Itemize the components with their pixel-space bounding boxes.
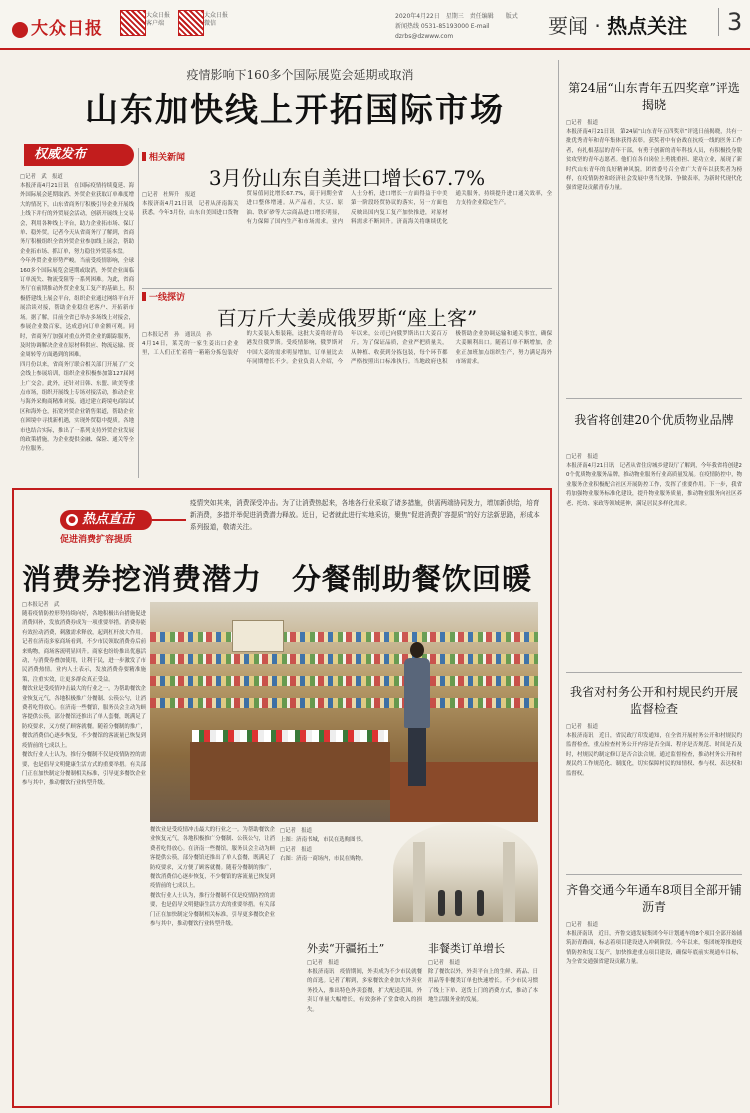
import-article: □记者 杜辉升 报道 本报济南4月21日讯 记者从济南海关获悉，今年3月份，山东自美国进口货物贸易值同比增长67.7%，高于同期全省进口整体增速。从产品看，大豆、原油、铁矿砂等大宗商品进口增长明显，有力保障了国内生产和市场需求。业内人士分析，进口增长一方面得益于中美第一阶段经贸协议的落实，另一方面也反映出国内复工复产加快推进，对原材料需求不断回升。济南海关将继续优化通关服务，持续提升进口通关效率，全力支持企业稳定生产。 bbox=[142, 191, 552, 226]
non-food-orders-headline: 非餐类订单增长 bbox=[428, 942, 505, 955]
mall-photo bbox=[393, 822, 538, 922]
series-intro: 疫情突如其来，消费深受冲击。为了让消费热起来，各地各行业采取了诸多措施，供需两端协同发力，增加新供给，培育新消费，多措并举促进消费潜力释放。近日，记者就此进行实地采访，聚焦“促进消费扩容提质”的好方法新思路，形成本系列报道，敬请关注。 bbox=[190, 499, 540, 531]
right-column-divider bbox=[558, 60, 559, 1105]
section-title: 要闻 · 热点关注 bbox=[548, 14, 688, 38]
lead-title: 山东加快线上开拓国际市场 bbox=[85, 90, 505, 129]
voucher-headline: 消费券挖消费潜力 分餐制助餐饮回暖 bbox=[22, 562, 533, 596]
newspaper-logo: 大众日报 bbox=[12, 14, 103, 39]
voucher-article-column: □本报记者 武 随着疫情防控形势持续向好，各地积极出台措施促进消费回补，发放消费券成为一项重要举措。消费券能有效拉动消费，刺激需求释放，起到杠杆放大作用。记者在济南多家商场看到，不少市民领取消费券后前来购物，商场客流明显回升。商家也纷纷推出优惠活动，与消费券叠加使用，让利于民，进一步激发了市民消费热情。业内人士表示，发放消费券要精准施策，注重实效，让更多群众真正受益。 餐饮业是受疫情冲击最大的行业之一。为帮助餐饮企业恢复元气，各地积极推广分餐制、公筷公勺，让消费者吃得放心。在济南一些餐馆，服务员会主动为顾客提供公筷，部分餐馆还推出了单人套餐，既满足了防疫要求，又方便了顾客就餐。随着分餐制的推广，餐饮消费信心逐步恢复，不少餐馆的客流量已恢复到疫情前的七成以上。 餐饮行业人士认为，推行分餐制不仅是疫情防控的需要，也是倡导文明健康生活方式的重要举措。有关部门正在加快制定分餐制相关标准，引导更多餐饮企业参与其中，推动餐饮行业转型升级。 bbox=[22, 602, 146, 787]
badge-rule bbox=[152, 519, 186, 521]
hot-spot-badge: ● 热点直击 bbox=[60, 510, 152, 530]
section-divider bbox=[142, 288, 552, 289]
takeout-headline: 外卖“开疆拓土” bbox=[307, 942, 385, 955]
takeout-article: □记者 报道 本报济南讯 疫情期间，外卖成为不少市民就餐的首选。记者了解到，多家餐饮企业加大外卖业务投入，推出特色外卖套餐，扩大配送范围，外卖订单量大幅增长，有效弥补了堂食收入的损失。 bbox=[307, 960, 422, 1013]
lead-column: □记者 武 报道 本报济南4月21日讯 在国际疫情持续蔓延、海外国际展会延期取消、外贸企业获取订单难度增大的情况下，山东省商务厅积极引导企业开展线上线下并行的外贸展会活动，创新开展线上交易会，利用各种线上平台，助力企业拓市场、保订单、稳外贸。记者今天从省商务厅了解到，省商务厅积极组织全省外贸企业参加线上展会，帮助企业拓市场、抓订单，努力稳住外贸基本盘。 今年外贸企业形势严峻。当前受疫情影响，全球160多个国际展览会延期或取消，外贸企业面临订单流失、物流受阻等一系列困难。为此，省商务厅在前期推动外贸企业复工复产的基础上，积极搭建线上展会平台，组织企业通过网络平台开展洽谈对接，帮助企业稳住老客户、开拓新市场。据了解，目前全省已举办多场线上对接会，参展企业数百家，达成意向订单金额可观。同时，省商务厅加强对重点外贸企业的跟踪服务，及时协调解决企业在原材料供应、物流运输、资金周转等方面遇到的困难。 四月份以来，省商务厅联合相关部门开展了广交会线上参展培训，组织企业积极参加第127届网上广交会。此外，还针对日韩、东盟、欧美等重点市场，组织开展线上专场对接活动，推动企业与海外采购商精准对接。通过建立跨境电商综试区和海外仓，拓宽外贸企业销售渠道，帮助企业在困境中寻找新机遇，实现外贸稳中提质。各地市也结合实际，推出了一系列支持外贸企业发展的政策措施，为企业提供金融、保险、通关等全方位服务。 bbox=[20, 174, 134, 453]
masthead bbox=[0, 0, 750, 50]
section-divider bbox=[566, 874, 742, 875]
highway-project-article: □记者 报道 本报济南讯 近日，齐鲁交通发展集团今年计划通车的8个项目全部开始铺筑沥青路面，标志着项目建设进入冲刺阶段。今年以来，集团统筹推进疫情防控和复工复产，加快推进重点项目建设，确保年底前实现通车目标，为全省交通强省建设贡献力量。 bbox=[566, 922, 742, 966]
page-number: 3 bbox=[718, 8, 742, 36]
property-brand-headline: 我省将创建20个优质物业品牌 bbox=[574, 413, 734, 427]
shopper-figure bbox=[400, 642, 434, 792]
related-news-label: 相关新闻 bbox=[142, 150, 185, 163]
authority-badge: 权威发布 bbox=[24, 144, 134, 166]
youth-award-headline: 第24届“山东青年五四奖章”评选揭晓 bbox=[568, 81, 740, 112]
village-affairs-headline: 我省对村务公开和村规民约开展监督检查 bbox=[569, 685, 738, 716]
logo-icon bbox=[12, 22, 28, 38]
section-divider bbox=[566, 672, 742, 673]
qr-code-icon bbox=[120, 10, 146, 36]
qr-label: 大众日报 客户端 bbox=[146, 12, 171, 27]
issue-meta: 2020年4月22日 星期三 责任编辑 版式 新闻热线 0531-85193000 E-mail dzrbs@dzwww.com bbox=[395, 13, 518, 40]
hot-spot-subtitle: 促进消费扩容提质 bbox=[60, 535, 133, 545]
lead-subtitle: 疫情影响下160多个国际展览会延期或取消 bbox=[186, 68, 414, 82]
ginger-article: □本报记者 孙 通讯员 孙 4月14日，莱芜的一家生姜出口企业里，工人们正忙着将一箱箱分拣包装好的大姜装入集装箱，这批大姜将经青岛港发往俄罗斯。受疫情影响，俄罗斯对中国大姜的需求明显增加，订单量比去年同期增长不少。企业负责人介绍，今年以来，公司已向俄罗斯出口大姜百万斤。为了保证品质，企业严把质量关，从种植、收获到分拣包装，每个环节都严格按照出口标准执行。当地政府也积极帮助企业协调运输和通关事宜，确保大姜顺利出口。随着订单不断增加，企业正加班加点组织生产，努力满足海外市场需求。 bbox=[142, 331, 552, 366]
youth-award-article: □记者 报道 本报济南4月21日讯 第24届“山东青年五四奖章”评选日前揭晓，共有一批优秀青年和青年集体获得表彰。获奖者中有奋战在抗疫一线的医务工作者，有扎根基层的青年干部，有勇于创新的青年科技人员，有积极投身脱贫攻坚的青年志愿者。他们在各自岗位上勇挑重担、建功立业，展现了新时代山东青年的良好精神风貌。团省委号召全省广大青年以获奖者为榜样，在疫情防控和经济社会发展中勇当先锋、争做表率，为新时代现代化强省建设贡献青春力量。 bbox=[566, 120, 742, 192]
column-divider bbox=[138, 148, 139, 478]
photo-caption-block: □记者 报道 上图：济南书城，市民在选购图书。 □记者 报道 右图：济南一商场内，市民在购物。 bbox=[280, 828, 367, 863]
highway-project-headline: 齐鲁交通今年通车8项目全部开铺沥青 bbox=[566, 883, 742, 914]
import-headline: 3月份山东自美进口增长67.7% bbox=[208, 166, 486, 190]
qr-label: 大众日报 微信 bbox=[204, 12, 229, 27]
frontline-label: 一线探访 bbox=[142, 290, 185, 303]
qr-code-icon bbox=[178, 10, 204, 36]
ginger-headline: 百万斤大姜成俄罗斯“座上客” bbox=[216, 306, 478, 330]
fire-icon: ● bbox=[66, 514, 78, 526]
property-brand-article: □记者 报道 本报济南4月21日讯 记者从省住房城乡建设厅了解到，今年我省将创建20个优质物业服务品牌，推动物业服务行业高质量发展。在疫情防控中，物业服务企业积极配合社区开展防控工作，发挥了重要作用。下一步，我省将加强物业服务标准化建设，提升物业服务质量，推动物业服务向社区养老、托幼、家政等领域延伸，满足居民多样化需求。 bbox=[566, 454, 742, 507]
voucher-article-column-2: 餐饮业是受疫情冲击最大的行业之一。为帮助餐饮企业恢复元气，各地积极推广分餐制、公筷公勺，让消费者吃得放心。在济南一些餐馆，服务员会主动为顾客提供公筷，部分餐馆还推出了单人套餐，既满足了防疫要求，又方便了顾客就餐。随着分餐制的推广，餐饮消费信心逐步恢复，不少餐馆的客流量已恢复到疫情前的七成以上。 餐饮行业人士认为，推行分餐制不仅是疫情防控的需要，也是倡导文明健康生活方式的重要举措。有关部门正在加快制定分餐制相关标准，引导更多餐饮企业参与其中，推动餐饮行业转型升级。 bbox=[150, 827, 275, 928]
non-food-orders-article: □记者 报道 除了餐饮以外，外卖平台上的生鲜、药品、日用品等非餐类订单也快速增长。不少市民习惯了线上下单、送货上门的消费方式，推动了本地生活服务业的发展。 bbox=[428, 960, 538, 1004]
section-divider bbox=[566, 398, 742, 399]
village-affairs-article: □记者 报道 本报济南讯 近日，省民政厅印发通知，在全省开展村务公开和村规民约监督检查，重点检查村务公开内容是否全面、程序是否规范、时间是否及时，村规民约制定修订是否合法合规。通过监督检查，推动村务公开和村规民约工作规范化、制度化，切实保障村民的知情权、参与权、表达权和监督权。 bbox=[566, 724, 742, 777]
bookstore-photo bbox=[150, 602, 538, 822]
